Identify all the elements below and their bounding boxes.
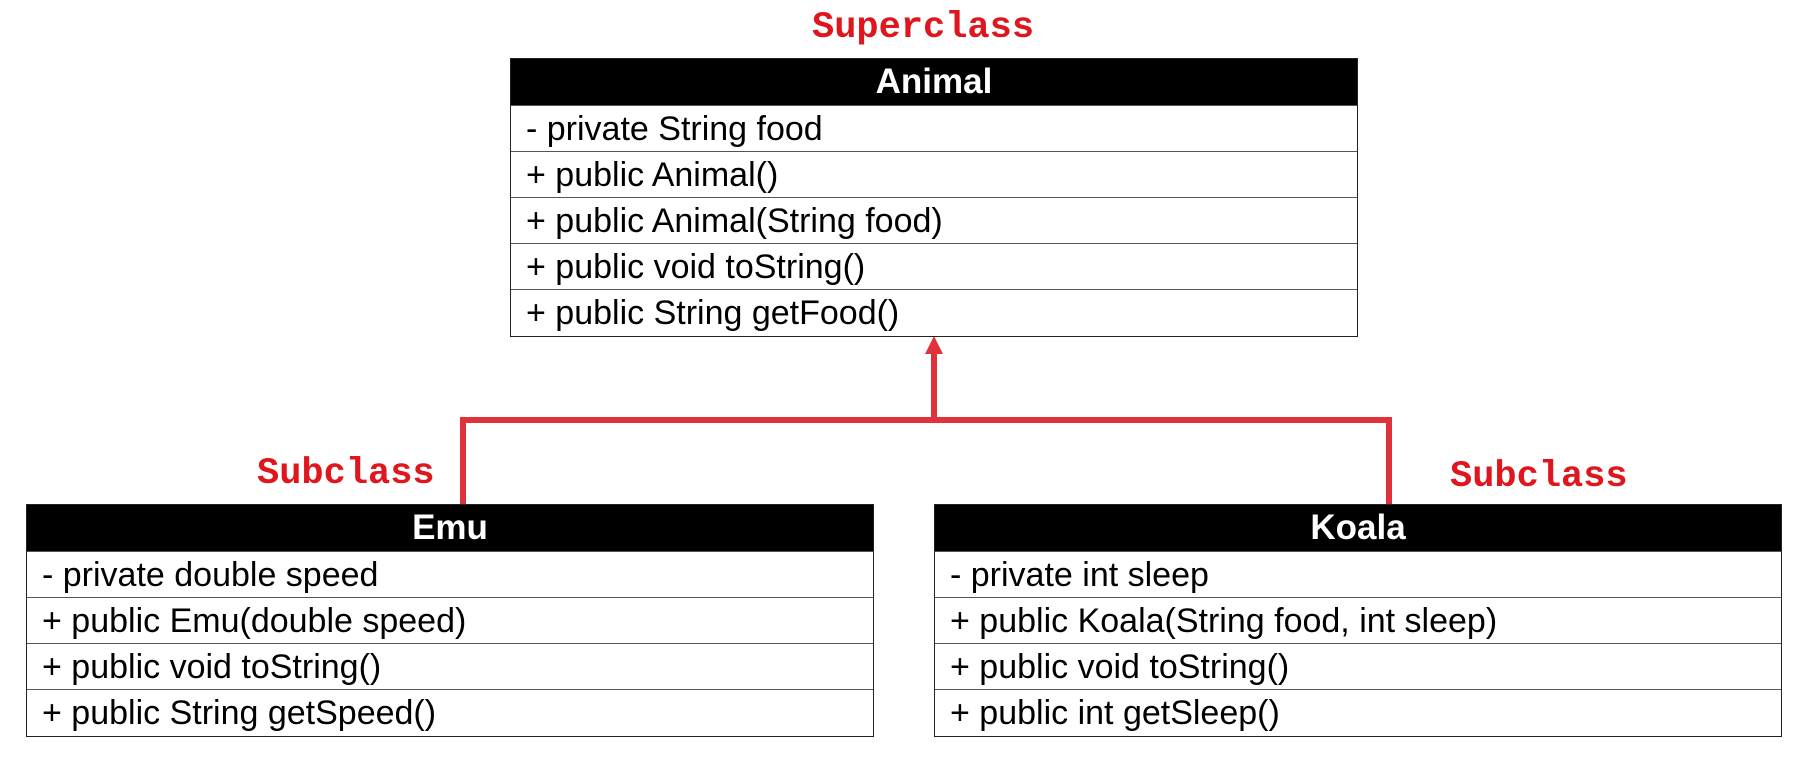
subclass-label-emu: Subclass xyxy=(257,453,435,495)
connector-emu xyxy=(463,420,1389,505)
class-box-animal xyxy=(510,58,1358,337)
class-member: + public void toString() xyxy=(935,643,1781,689)
superclass-label: Superclass xyxy=(812,7,1035,49)
class-member: - private double speed xyxy=(27,551,873,597)
class-name-animal: Animal xyxy=(511,59,1357,105)
class-member: + public Emu(double speed) xyxy=(27,597,873,643)
class-member: + public Koala(String food, int sleep) xyxy=(935,597,1781,643)
class-box-koala xyxy=(934,504,1782,737)
class-member: + public Animal(String food) xyxy=(511,197,1357,243)
class-member: + public int getSleep() xyxy=(935,689,1781,735)
class-member: + public String getFood() xyxy=(511,289,1357,335)
class-name-emu: Emu xyxy=(27,505,873,551)
inheritance-arrowhead xyxy=(925,336,943,354)
class-member: + public void toString() xyxy=(511,243,1357,289)
class-box-emu xyxy=(26,504,874,737)
class-name-koala: Koala xyxy=(935,505,1781,551)
subclass-label-koala: Subclass xyxy=(1450,456,1628,498)
class-member: + public Animal() xyxy=(511,151,1357,197)
class-member: - private String food xyxy=(511,105,1357,151)
class-member: + public void toString() xyxy=(27,643,873,689)
class-member: + public String getSpeed() xyxy=(27,689,873,735)
class-member: - private int sleep xyxy=(935,551,1781,597)
